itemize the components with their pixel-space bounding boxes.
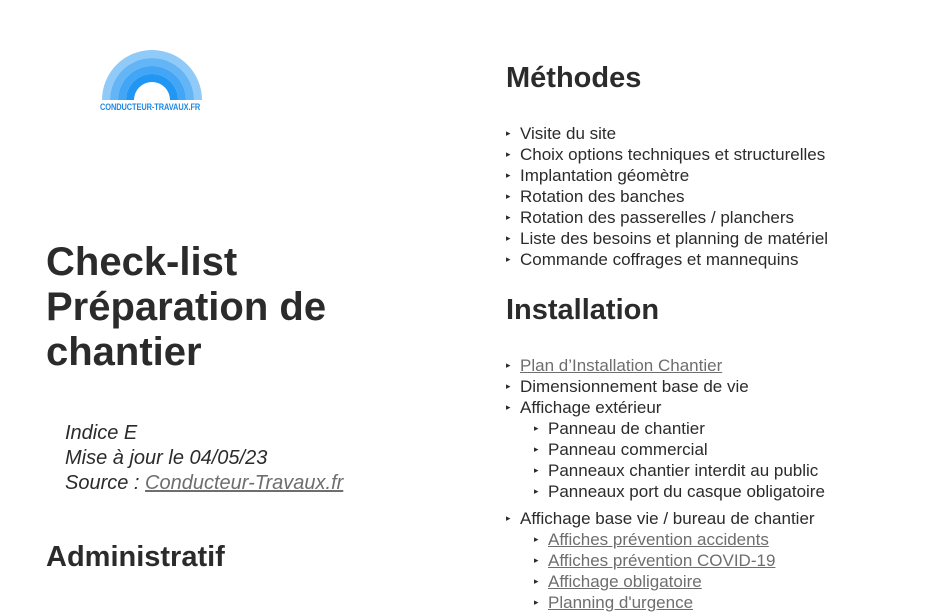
- list-item-affichage-obligatoire[interactable]: [534, 571, 825, 592]
- list-item: ▸ Panneau commercial: [534, 439, 825, 460]
- logo[interactable]: [100, 44, 204, 118]
- source-line: [65, 471, 343, 496]
- list-item: ▸ Visite du site: [506, 123, 828, 144]
- affiches-accidents-link[interactable]: Affiches prévention accidents: [548, 530, 769, 549]
- list-item: ▸ Commande coffrages et mannequins: [506, 249, 828, 270]
- list-item: ▸ Dimensionnement base de vie: [506, 376, 825, 397]
- planning-urgence-link[interactable]: Planning d'urgence: [548, 593, 694, 612]
- methodes-list: [506, 123, 828, 270]
- methodes-heading: Méthodes: [506, 62, 642, 94]
- source-link[interactable]: Conducteur-Travaux.fr: [145, 472, 344, 494]
- list-item: ▸ Panneaux port du casque obligatoire: [534, 481, 825, 502]
- list-item-affiches-covid[interactable]: [534, 550, 825, 571]
- list-item: ▸ Panneau de chantier: [534, 418, 825, 439]
- source-label: Source :: [65, 472, 146, 494]
- affiches-covid-link[interactable]: Affiches prévention COVID-19: [548, 551, 776, 570]
- affichage-obligatoire-link[interactable]: Affichage obligatoire: [548, 572, 702, 591]
- logo-text: CONDUCTEUR-TRAVAUX.FR: [100, 102, 201, 113]
- installation-heading: Installation: [506, 294, 660, 326]
- list-item: ▸ Rotation des banches: [506, 186, 828, 207]
- rainbow-logo-icon: [102, 44, 202, 100]
- list-item: ▸ Choix options techniques et structurelles: [506, 144, 828, 165]
- list-item-plan-installation[interactable]: [506, 355, 825, 376]
- list-item: ▸ Liste des besoins et planning de matériel: [506, 228, 828, 249]
- administratif-heading: Administratif: [46, 541, 225, 573]
- list-item: ▸ Implantation géomètre: [506, 165, 828, 186]
- indice-text: Indice E: [65, 422, 138, 444]
- update-date-text: Mise à jour le 04/05/23: [65, 447, 268, 469]
- installation-list: [506, 355, 825, 613]
- list-item: ▸ Affichage extérieur: [506, 397, 825, 418]
- plan-installation-link[interactable]: Plan d’Installation Chantier: [520, 356, 723, 375]
- list-item: ▸ Affichage base vie / bureau de chantier: [506, 508, 825, 529]
- page-title: [46, 240, 326, 375]
- list-item-affiches-accidents[interactable]: [534, 529, 825, 550]
- list-item: ▸ Rotation des passerelles / planchers: [506, 207, 828, 228]
- title-line-1: Check-list: [46, 240, 238, 284]
- list-item: ▸ Panneaux chantier interdit au public: [534, 460, 825, 481]
- title-line-3: chantier: [46, 330, 202, 374]
- list-item-planning-urgence[interactable]: [534, 592, 825, 613]
- document-meta: [65, 421, 343, 496]
- title-line-2: Préparation de: [46, 285, 327, 329]
